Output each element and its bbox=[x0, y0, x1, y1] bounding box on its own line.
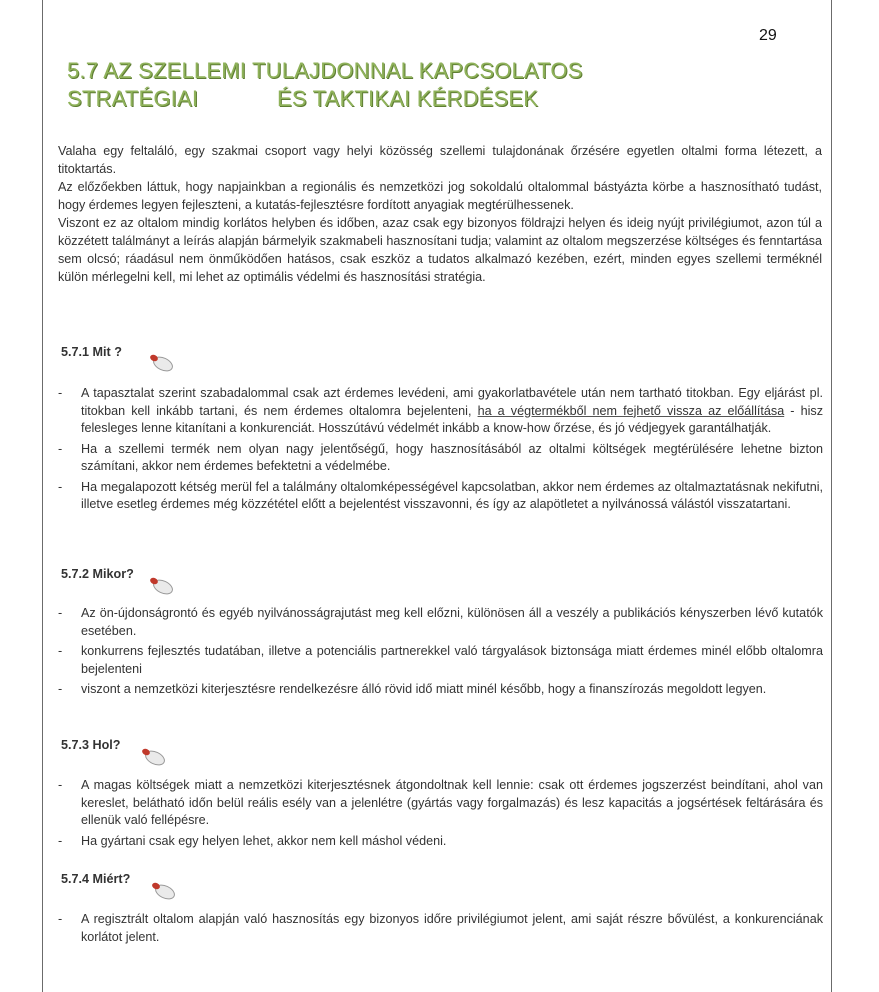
bullet-dash: - bbox=[58, 386, 63, 400]
title-line-2 bbox=[67, 85, 767, 113]
intro-text bbox=[58, 142, 822, 286]
pushpin-icon bbox=[146, 575, 176, 595]
bullet-dash: - bbox=[58, 833, 63, 848]
section-heading-mit: 5.7.1 Mit ? bbox=[61, 345, 122, 359]
intro-paragraph: Viszont ez az oltalom mindig korlátos helyben és időben, azaz csak egy bizonyos földrajzi helyen és ideig nyújt privilégiumot, azon túl a közzétett találmányt a leírás alapján bármelyik szakmabeli hasznosítani tudja; valamint az oltalom megszerzése költséges és fenntartása sem olcsó; ráadásul nem önműködően hatásos, csak eszköz a tudatos alkalmazó kezében, ezért, minden egyes szellemi terméknél külön mérlegelni kell, mi lehet az optimális védelmi és hasznosítási stratégia. bbox=[58, 216, 822, 284]
title-line-1: 5.7 AZ SZELLEMI TULAJDONNAL KAPCSOLATOS bbox=[67, 58, 583, 83]
list-item: - konkurrens fejlesztés tudatában, illetve a potenciális partnerekkel való tárgyalások biztonsága miatt érdemes minél előbb oltalomra bejelenteni bbox=[58, 644, 823, 676]
list-miert bbox=[58, 911, 823, 949]
bullet-dash: - bbox=[58, 912, 63, 926]
bullet-dash: - bbox=[58, 606, 63, 620]
list-item: - Az ön-újdonságrontó és egyéb nyilvánosságrajutást meg kell előzni, különösen áll a veszély a publikációs kényszerben lévő kutatók esetében. bbox=[58, 606, 823, 638]
list-item: - Ha a szellemi termék nem olyan nagy jelentőségű, hogy hasznosításából az oltalmi költségek megtérülésére lehetne bizton számítani, akkor nem érdemes befektetni a védelmébe. bbox=[58, 441, 823, 473]
intro-paragraph: Valaha egy feltaláló, egy szakmai csoport vagy helyi közösség szellemi tulajdonának őrzésére egyetlen oltalmi forma létezett, a titoktartás. bbox=[58, 144, 822, 176]
pushpin-icon bbox=[146, 352, 176, 372]
document-page bbox=[42, 0, 832, 992]
title-line-2b: ÉS TAKTIKAI KÉRDÉSEK bbox=[277, 86, 539, 111]
underlined-text: ha a végtermékből nem fejhető vissza az előállítása bbox=[477, 403, 785, 418]
list-item: - Ha megalapozott kétség merül fel a találmány oltalomképességével kapcsolatban, akkor nem érdemes az oltalmaztatásnak nekifutni, illetve esetleg érdemes még közzététel előtt a bejelentést visszavonni, és így az alapötletet a nyilvánossá válástól visszatartani. bbox=[58, 479, 823, 511]
bullet-dash: - bbox=[58, 644, 63, 658]
pushpin-icon bbox=[138, 746, 168, 766]
title-line-2a: STRATÉGIAI bbox=[67, 86, 199, 111]
bullet-dash: - bbox=[58, 778, 63, 792]
section-heading-mikor: 5.7.2 Mikor? bbox=[61, 567, 134, 581]
page-number: 29 bbox=[759, 27, 777, 44]
list-item: - viszont a nemzetközi kiterjesztésre rendelkezésre álló rövid idő miatt minél később, hogy a finanszírozás megoldott legyen. bbox=[58, 681, 823, 699]
section-heading-miert: 5.7.4 Miért? bbox=[61, 872, 131, 886]
bullet-dash: - bbox=[58, 479, 63, 494]
page-title bbox=[67, 57, 767, 113]
pushpin-icon bbox=[148, 880, 178, 900]
bullet-dash: - bbox=[58, 441, 63, 456]
bullet-dash: - bbox=[58, 682, 63, 696]
list-item: - A regisztrált oltalom alapján való hasznosítás egy bizonyos időre privilégiumot jelent, ami saját részre bővülést, a konkurenciának korlátot jelent. bbox=[58, 912, 823, 944]
list-mit bbox=[58, 385, 823, 517]
list-item: - A magas költségek miatt a nemzetközi kiterjesztésnek átgondoltnak kell lennie: csak ott érdemes jogszerzést beindítani, ahol van kereslet, belátható időn belül reális esély van a jelenlétre (gyártás vagy forgalmazás) és lesz kapacitás a jogsértések feltárására és ellenük való fellépésre. bbox=[58, 778, 823, 827]
section-heading-hol: 5.7.3 Hol? bbox=[61, 738, 121, 752]
list-mikor bbox=[58, 605, 823, 702]
list-hol bbox=[58, 777, 823, 853]
list-item: - Ha gyártani csak egy helyen lehet, akkor nem kell máshol védeni. bbox=[58, 833, 823, 851]
list-item: - A tapasztalat szerint szabadalommal csak azt érdemes levédeni, ami gyakorlatbavétele után nem tartható titokban. Egy eljárást pl. titokban kell inkább tartani, és nem érdemes oltalomra bejelenteni, ha a végtermékből nem fejhető vissza az előállítása - hisz felesleges lenne kitanítani a konkurenciát. Hosszútávú védelmét inkább a know-how őrzése, és jó védjegyek garantálhatják. bbox=[58, 386, 823, 435]
intro-paragraph: Az előzőekben láttuk, hogy napjainkban a regionális és nemzetközi jog sokoldalú oltalommal bástyázta körbe a hasznosítható tudást, hogy érdemes legyen fejleszteni, a kutatás-fejlesztésre fordított anyagiak megtérülhessenek. bbox=[58, 180, 822, 212]
